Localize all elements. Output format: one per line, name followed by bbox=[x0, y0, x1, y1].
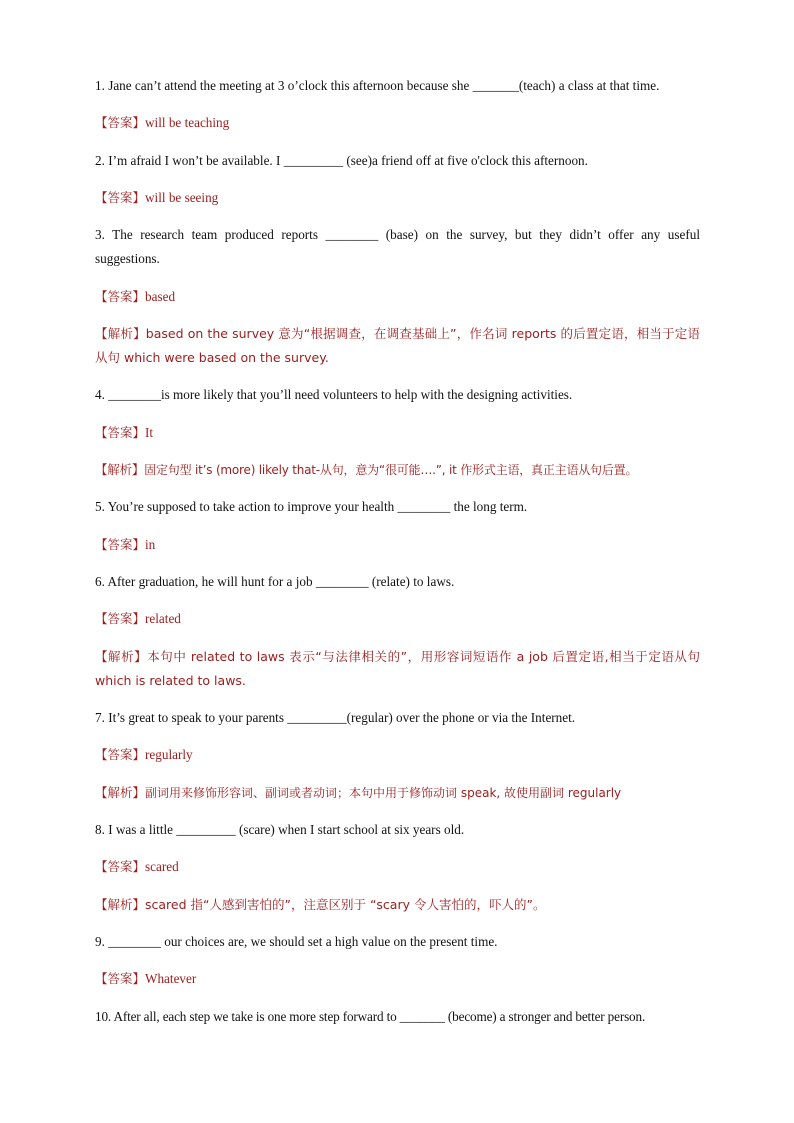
answer-5 bbox=[95, 533, 700, 557]
explanation-tag: 【解析】 bbox=[95, 326, 146, 341]
explanation-tag: 【解析】 bbox=[95, 649, 148, 664]
answer-tag: 【答案】 bbox=[95, 859, 146, 874]
answer-tag: 【答案】 bbox=[95, 537, 146, 552]
explanation-text: based on the survey 意为“根据调查，在调查基础上”，作名词 reports 的后置定语，相当于定语从句 which were based on the survey. bbox=[95, 326, 700, 365]
explanation-tag: 【解析】 bbox=[95, 462, 145, 477]
explanation-tag: 【解析】 bbox=[95, 897, 146, 912]
answer-text: Whatever bbox=[145, 971, 197, 986]
explanation-4 bbox=[95, 458, 700, 482]
answer-text: based bbox=[145, 289, 176, 304]
question-8: 8. I was a little _________ (scare) when I start school at six years old. bbox=[95, 822, 465, 837]
answer-2 bbox=[95, 186, 700, 210]
answer-3 bbox=[95, 285, 700, 309]
answer-8 bbox=[95, 855, 700, 879]
answer-tag: 【答案】 bbox=[95, 289, 146, 304]
answer-tag: 【答案】 bbox=[95, 611, 146, 626]
answer-tag: 【答案】 bbox=[95, 747, 146, 762]
question-9: 9. ________ our choices are, we should set a high value on the present time. bbox=[95, 934, 498, 949]
answer-tag: 【答案】 bbox=[95, 190, 146, 205]
question-3: 3. The research team produced reports ________ (base) on the survey, but they didn’t offer any useful suggestions. bbox=[95, 227, 700, 266]
answer-9 bbox=[95, 967, 700, 991]
answer-text: will be seeing bbox=[145, 190, 219, 205]
answer-1 bbox=[95, 111, 700, 135]
answer-tag: 【答案】 bbox=[95, 425, 146, 440]
explanation-text: 固定句型 it’s (more) likely that-从句，意为“很可能….”, it 作形式主语，真正主语从句后置。 bbox=[144, 463, 638, 477]
answer-text: regularly bbox=[145, 747, 193, 762]
explanation-3 bbox=[95, 322, 700, 370]
answer-text: It bbox=[145, 425, 154, 440]
answer-6 bbox=[95, 607, 700, 631]
answer-tag: 【答案】 bbox=[95, 115, 146, 130]
question-6: 6. After graduation, he will hunt for a job ________ (relate) to laws. bbox=[95, 574, 455, 589]
answer-tag: 【答案】 bbox=[95, 971, 146, 986]
explanation-7 bbox=[95, 781, 700, 805]
answer-text: will be teaching bbox=[145, 115, 230, 130]
explanation-tag: 【解析】 bbox=[95, 785, 146, 800]
answer-text: in bbox=[145, 537, 156, 552]
answer-4 bbox=[95, 421, 700, 445]
question-5: 5. You’re supposed to take action to improve your health ________ the long term. bbox=[95, 499, 528, 514]
answer-7 bbox=[95, 743, 700, 767]
answer-text: related bbox=[145, 611, 181, 626]
question-1: 1. Jane can’t attend the meeting at 3 o’clock this afternoon because she _______(teach) a class at that time. bbox=[95, 78, 660, 93]
explanation-text: 本句中 related to laws 表示“与法律相关的”，用形容词短语作 a job 后置定语,相当于定语从句 which is related to laws. bbox=[95, 649, 700, 688]
question-4: 4. ________is more likely that you’ll need volunteers to help with the designing activities. bbox=[95, 387, 573, 402]
answer-text: scared bbox=[145, 859, 179, 874]
question-10: 10. After all, each step we take is one more step forward to _______ (become) a stronger and better person. bbox=[95, 1009, 646, 1024]
explanation-text: scared 指“人感到害怕的”，注意区别于 “scary 令人害怕的，吓人的”。 bbox=[145, 897, 546, 912]
explanation-text: 副词用来修饰形容词、副词或者动词；本句中用于修饰动词 speak, 故使用副词 regularly bbox=[145, 786, 622, 800]
explanation-6 bbox=[95, 645, 700, 693]
question-2: 2. I’m afraid I won’t be available. I _________ (see)a friend off at five o'clock this afternoon. bbox=[95, 153, 588, 168]
question-7: 7. It’s great to speak to your parents _________(regular) over the phone or via the Internet. bbox=[95, 710, 576, 725]
explanation-8 bbox=[95, 893, 700, 917]
